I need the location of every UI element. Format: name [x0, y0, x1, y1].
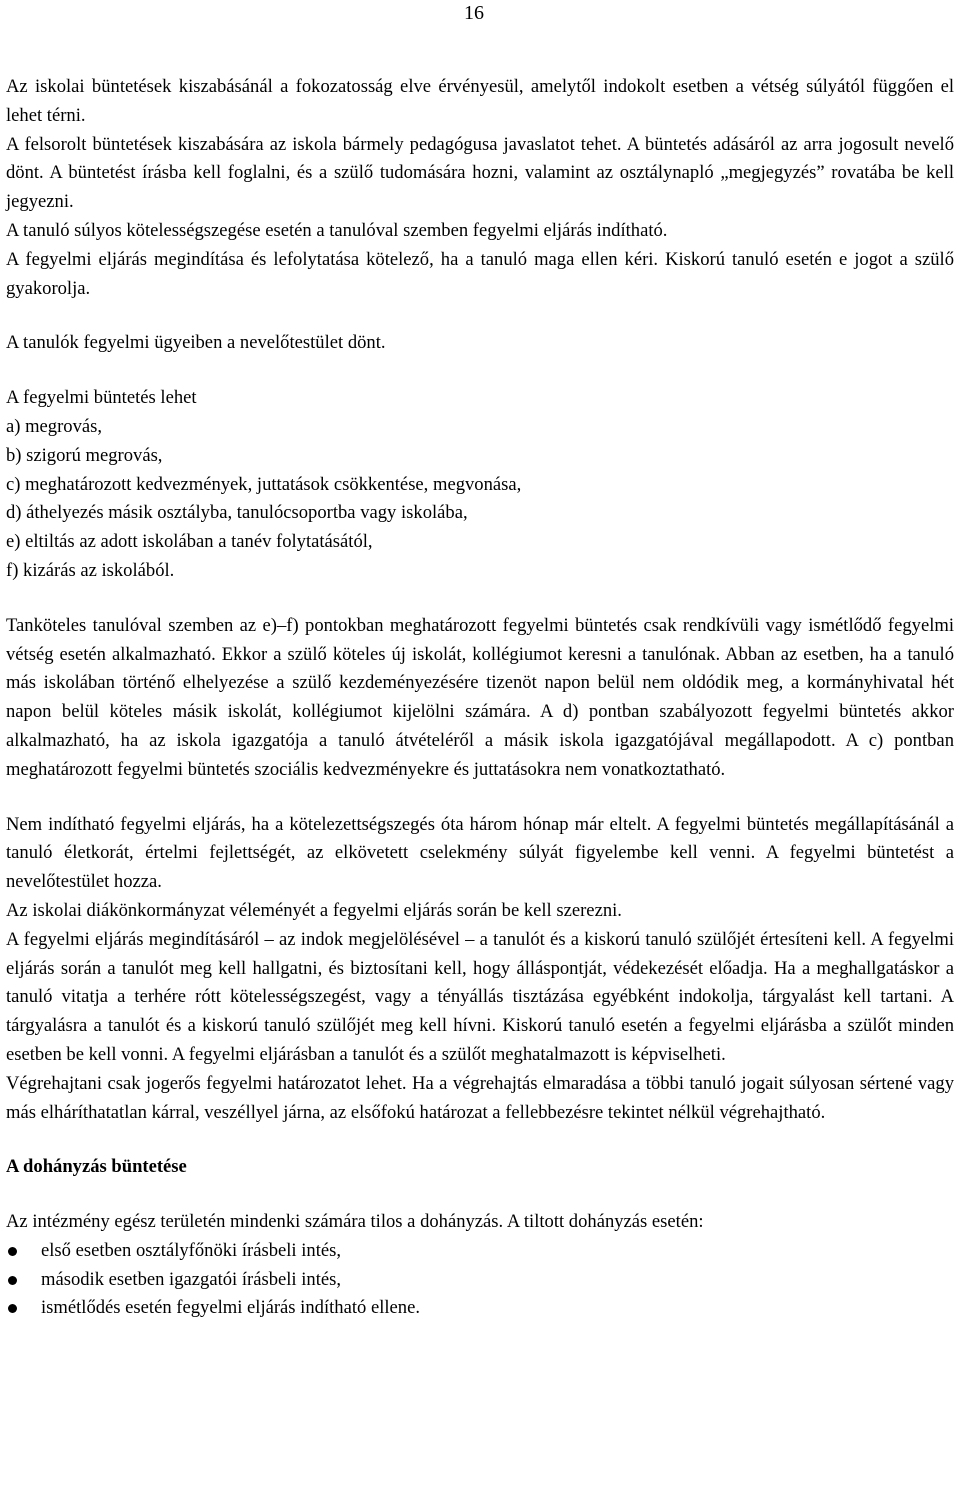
paragraph-smoking: Az intézmény egész területén mindenki számára tilos a dohányzás. A tiltott dohányzás esetén: [6, 1211, 704, 1233]
list-item: c) meghatározott kedvezmények, juttatások csökkentése, megvonása, [6, 473, 522, 495]
list-item: d) áthelyezés másik osztályba, tanulócsoportba vagy iskolába, [6, 502, 468, 524]
paragraph-serious-breach: A tanuló súlyos kötelességszegése esetén a tanulóval szemben fegyelmi eljárás indítható. [6, 219, 668, 241]
list-item: b) szigorú megrovás, [6, 444, 163, 466]
paragraph-time-limit: Nem indítható fegyelmi eljárás, ha a kötelezettségszegés óta három hónap már eltelt. A fegyelmi büntetés megállapításánál a tanuló életkorát, értelmi fejlettségét, az elkövetett cselekmény súlyát figyelembe kell venni. A fegyelmi büntetést a nevelőtestület hozza. [6, 813, 954, 893]
list-item: a) megrovás, [6, 415, 103, 437]
paragraph-compulsory-school: Tanköteles tanulóval szemben az e)–f) pontokban meghatározott fegyelmi büntetés csak rendkívüli vagy ismétlődő fegyelmi vétség esetén alkalmazható. Ekkor a szülő köteles új iskolát, kollégiumot keresni a tanulónak. Abban az esetben, ha a tanuló más iskolában történő elhelyezése a szülő kezdeményezésére tizenöt napon belül nem oldódik meg, a kormányhivatal hét napon belül köteles másik iskolát, kollégiumot kijelölni számára. A d) pontban szabályozott fegyelmi büntetés akkor alkalmazható, ha az iskola igazgatója a tanuló átvételéről a másik iskola igazgatójával megállapodott. A c) pontban meghatározott fegyelmi büntetés szociális kedvezményekre és juttatásokra nem vonatkoztatható. [6, 614, 954, 780]
section-heading: A dohányzás büntetése [6, 1156, 187, 1178]
penalty-list [6, 413, 954, 586]
list-item: második esetben igazgatói írásbeli intés, [6, 1266, 954, 1295]
paragraph-proposal: A felsorolt büntetések kiszabására az iskola bármely pedagógusa javaslatot tehet. A büntetés adásáról az arra jogosult nevelő dönt. A büntetést írásba kell foglalni, és a szülő tudomására hozni, valamint az osztálynapló „megjegyzés” rovatába be kell jegyezni. [6, 133, 954, 213]
bullet-icon [8, 1304, 17, 1313]
list-item: első esetben osztályfőnöki írásbeli intés, [6, 1237, 954, 1266]
list-item: ismétlődés esetén fegyelmi eljárás indítható ellene. [6, 1294, 954, 1323]
bullet-icon [8, 1276, 17, 1285]
paragraph-staff-decision: A tanulók fegyelmi ügyeiben a nevelőtestület dönt. [6, 332, 386, 354]
smoking-penalty-list [6, 1237, 954, 1323]
paragraph-mandatory-procedure: A fegyelmi eljárás megindítása és lefolytatása kötelező, ha a tanuló maga ellen kéri. Kiskorú tanuló esetén e jogot a szülő gyakorolja. [6, 248, 954, 299]
list-item: f) kizárás az iskolából. [6, 559, 175, 581]
paragraph-student-council: Az iskolai diákönkormányzat véleményét a fegyelmi eljárás során be kell szerezni. [6, 899, 622, 921]
list-intro: A fegyelmi büntetés lehet [6, 387, 197, 409]
paragraph-gradation: Az iskolai büntetések kiszabásánál a fokozatosság elve érvényesül, amelytől indokolt esetben a vétség súlyától függően el lehet térni. [6, 76, 954, 126]
document-body [6, 73, 954, 1323]
paragraph-notification: A fegyelmi eljárás megindításáról – az indok megjelölésével – a tanulót és a kiskorú tanuló szülőjét értesíteni kell. A fegyelmi eljárás során a tanulót meg kell hallgatni, és biztosítani kell, hogy álláspontját, védekezését előadja. Ha a meghallgatáskor a tanuló vitatja a terhére rótt kötelességszegést, vagy a tényállás tisztázása egyébként indokolja, tárgyalást kell tartani. A tárgyalásra a tanulót és a kiskorú tanuló szülőjét meg kell hívni. Kiskorú tanuló esetén a fegyelmi eljárásba a szülőt minden esetben be kell vonni. A fegyelmi eljárásban a tanulót és a szülőt meghatalmazott is képviselheti. [6, 928, 954, 1065]
page-number: 16 [464, 2, 484, 24]
paragraph-enforcement: Végrehajtani csak jogerős fegyelmi határozatot lehet. Ha a végrehajtás elmaradása a többi tanuló jogait súlyosan sértené vagy más elháríthatatlan kárral, veszéllyel járna, az elsőfokú határozat a fellebbezésre tekintet nélkül végrehajtható. [6, 1072, 954, 1123]
list-item: e) eltiltás az adott iskolában a tanév folytatásától, [6, 531, 373, 553]
bullet-icon [8, 1247, 17, 1256]
